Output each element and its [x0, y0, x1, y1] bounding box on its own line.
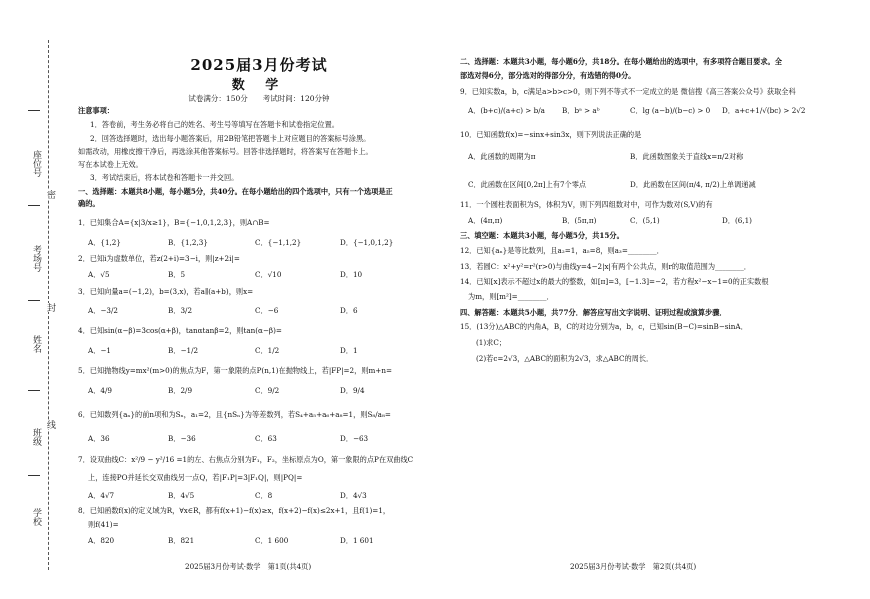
option: B．bᵃ > aᵇ [562, 106, 600, 115]
option: A．{1,2} [88, 238, 121, 247]
option: C．(5,1) [630, 216, 660, 225]
option: A．此函数的周期为π [468, 152, 536, 161]
notice-item: 如需改动，用橡皮擦干净后，再选涂其他答案标号。回答非选择题时，将答案写在答题卡上。 [78, 147, 373, 156]
option: B．(5π,π) [562, 216, 597, 225]
margin-label-name: 姓名 [31, 335, 41, 353]
question-stem: 4．已知sin(α−β)=3cos(α+β)，tanαtanβ=2，则tan(α−β)= [78, 326, 282, 335]
option: D．−63 [340, 434, 369, 443]
option: C．63 [255, 434, 277, 443]
option: B．821 [168, 536, 195, 545]
option: C．1 600 [255, 536, 289, 545]
essay-subquestion: (1)求C； [476, 338, 507, 347]
option: B．{1,2,3} [168, 238, 208, 247]
notice-item: 3．考试结束后，将本试卷和答题卡一并交回。 [90, 173, 239, 182]
question-stem: 2．已知i为虚数单位，若z(2+i)=3−i，则|z+2i|= [78, 254, 240, 263]
notice-item: 1．答卷前，考生务必将自己的姓名、考生号等填写在答题卡和试卷指定位置。 [90, 120, 339, 129]
option: D．(6,1) [722, 216, 752, 225]
question-stem-cont: 则f(41)= [88, 520, 119, 529]
margin-label-class: 班级 [31, 428, 41, 446]
margin-label-xian: 线 [45, 420, 55, 429]
option: C．−6 [255, 306, 279, 315]
option: B．4√5 [168, 491, 195, 500]
fill-question: 13．若圆C：x²+y²=r²(r>0)与曲线y=4−2|x|有两个公共点，则r的取值范围为________． [460, 262, 751, 271]
question-stem: 7．设双曲线C：x²/9 − y²/16 =1的左、右焦点分别为F₁，F₂，坐标原点为O，第一象限的点P在双曲线C [78, 455, 414, 464]
option: A．4/9 [88, 386, 112, 395]
option: D．10 [340, 270, 363, 279]
notice-item: 写在本试卷上无效。 [78, 160, 143, 169]
question-stem: 1．已知集合A={x|3/x≥1}，B={−1,0,1,2,3}，则A∩B= [78, 218, 270, 227]
option: C．9/2 [255, 386, 280, 395]
question-stem-cont: 上，连接PO并延长交双曲线另一点Q，若|F₁P|=3|F₁Q|，则|PQ|= [88, 473, 303, 482]
option: B．3/2 [168, 306, 193, 315]
option: D．9/4 [340, 386, 365, 395]
notice-item: 2．回答选择题时，选出每小题答案后，用2B铅笔把答题卡上对应题目的答案标号涂黑。 [90, 134, 371, 143]
option: A．36 [88, 434, 110, 443]
margin-label-feng: 封 [45, 303, 55, 312]
margin-rule [28, 300, 40, 301]
section3-heading: 三、填空题：本题共3小题，每小题5分，共15分。 [460, 231, 624, 240]
section1-heading: 一、选择题：本题共8小题，每小题5分，共40分。在每小题给出的四个选项中，只有一个选项是正 [78, 187, 393, 196]
option: C．{−1,1,2} [255, 238, 302, 247]
section1-heading-cont: 确的。 [78, 199, 100, 208]
section2-heading-cont: 部选对得6分，部分选对的得部分分，有选错的得0分。 [460, 71, 636, 80]
question-stem: 8．已知函数f(x)的定义域为R，∀x∈R，都有f(x+1)−f(x)≥x，f(x+2)−f(x)≤2x+1，且f(1)=1， [78, 506, 391, 515]
margin-rule [28, 110, 40, 111]
question-stem: 11．一个圆柱表面积为S，体积为V，则下列四组数对中，可作为数对(S,V)的有 [460, 200, 713, 209]
option: B．此函数图象关于直线x=π/2对称 [630, 152, 744, 161]
option: A．(4π,π) [468, 216, 503, 225]
fill-question: 12．已知{aₙ}是等比数列，且a₂=1，a₅=8，则a₃=________． [460, 246, 664, 255]
question-stem: 5．已知抛物线y=mx²(m>0)的焦点为F，第一象限的点P(n,1)在抛物线上，若|FP|=2，则m+n= [78, 366, 392, 375]
option: B．5 [168, 270, 186, 279]
option: D．1 601 [340, 536, 374, 545]
option: D．1 [340, 346, 358, 355]
exam-subject: 数 学 [231, 78, 287, 93]
question-stem: 10．已知函数f(x)=−sinx+sin3x，则下列说法正确的是 [460, 130, 642, 139]
option: D．6 [340, 306, 358, 315]
option: B．−36 [168, 434, 196, 443]
option: D．此函数在区间(π/4, π/2)上单调递减 [630, 180, 756, 189]
option: A．−3/2 [88, 306, 118, 315]
option: A．(b+c)/(a+c) > b/a [468, 106, 545, 115]
option: A．√5 [88, 270, 110, 279]
section4-heading: 四、解答题：本题共5小题，共77分．解答应写出文字说明、证明过程或演算步骤． [460, 308, 727, 317]
margin-rule [28, 205, 40, 206]
option: C．8 [255, 491, 273, 500]
option: C．lg (a−b)/(b−c) > 0 [630, 106, 711, 115]
page-footer-right: 2025届3月份考试·数学 第2页(共4页) [570, 562, 697, 571]
option: B．−1/2 [168, 346, 199, 355]
fill-question: 14．已知[x]表示不超过x的最大的整数，如[π]=3，[−1.3]=−2，若方程x²−x−1=0的正实数根 [460, 277, 769, 286]
option: A．820 [88, 536, 115, 545]
margin-label-mi: 密 [45, 190, 55, 199]
option: C．√10 [255, 270, 282, 279]
binding-margin [0, 0, 70, 599]
question-stem: 6．已知数列{aₙ}的前n项和为Sₙ，a₁=2，且{nSₙ}为等差数列，若S₄+a₅+a₆+a₈=1，则S₈/a₈= [78, 410, 391, 419]
option: B．2/9 [168, 386, 193, 395]
margin-label-room: 考场号 [31, 245, 41, 272]
margin-rule [28, 390, 40, 391]
margin-label-seat: 座位号 [31, 150, 41, 177]
option: A．4√7 [88, 491, 115, 500]
option: D．a+c+1/√(bc) > 2√2 [722, 106, 806, 115]
option: D．{−1,0,1,2} [340, 238, 394, 247]
margin-label-school: 学校 [31, 508, 41, 526]
page-footer-left: 2025届3月份考试·数学 第1页(共4页) [185, 562, 312, 571]
option: C．此函数在区间[0,2π]上有7个零点 [468, 180, 587, 189]
question-stem: 3．已知向量a=(−1,2)，b=(3,x)，若a∥(a+b)，则x= [78, 287, 254, 296]
margin-rule [28, 475, 40, 476]
option: C．1/2 [255, 346, 280, 355]
question-stem: 9．已知实数a，b，c满足a>b>c>0，则下列不等式不一定成立的是 微信搜《高三答案公众号》获取全科 [460, 87, 796, 96]
essay-question: 15．(13分)△ABC的内角A，B，C的对边分别为a，b，c，已知sin(B−C)=sinB−sinA． [460, 322, 748, 331]
exam-title: 2025届3月份考试 [190, 56, 328, 74]
exam-meta: 试卷满分：150分 考试时间：120分钟 [188, 94, 330, 103]
option: D．4√3 [340, 491, 367, 500]
fill-question-cont: 为m，则[m²]=________． [468, 292, 554, 301]
section2-heading: 二、选择题：本题共3小题，每小题6分，共18分。在每小题给出的选项中，有多项符合题目要求。全 [460, 57, 782, 66]
notice-heading: 注意事项： [78, 106, 114, 115]
essay-subquestion: (2)若c=2√3，△ABC的面积为2√3，求△ABC的周长． [476, 354, 654, 363]
option: A．−1 [88, 346, 111, 355]
